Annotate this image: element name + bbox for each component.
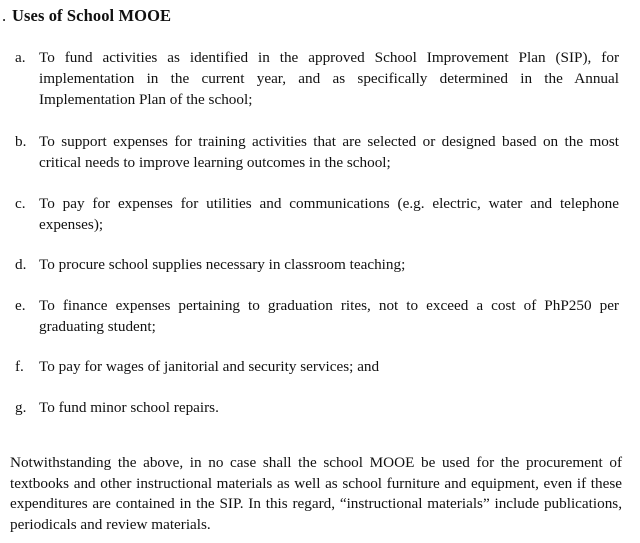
list-item-text: To pay for expenses for utilities and communications (e.g. electric, water and telephone expenses); xyxy=(39,195,619,233)
heading-bullet: . xyxy=(2,6,7,25)
heading-title: Uses of School MOOE xyxy=(12,6,172,25)
list-item-text: To pay for wages of janitorial and security services; and xyxy=(39,358,380,375)
list-item-text: To finance expenses pertaining to graduation rites, not to exceed a cost of PhP250 per graduating student; xyxy=(39,297,619,335)
list-item-letter: d. xyxy=(15,256,27,273)
list-item-letter: f. xyxy=(15,358,24,375)
list-item-letter: b. xyxy=(15,133,27,150)
list-item-text: To support expenses for training activities that are selected or designed based on the most critical needs to improve learning outcomes in the school; xyxy=(39,133,619,171)
list-item-text: To procure school supplies necessary in classroom teaching; xyxy=(39,256,406,273)
list-item-letter: g. xyxy=(15,399,27,416)
list-item-letter: e. xyxy=(15,297,26,314)
closing-paragraph: Notwithstanding the above, in no case shall the school MOOE be used for the procurement of textbooks and other instructional materials as well as school furniture and equipment, even if these expenditures are contained in the SIP. In this regard, “instructional materials” include publications, periodicals and review materials. xyxy=(10,454,622,533)
list-item-text: To fund activities as identified in the approved School Improvement Plan (SIP), for implementation in the current year, and as specifically determined in the Annual Implementation Plan of the school; xyxy=(39,49,619,108)
list-item-letter: c. xyxy=(15,195,26,212)
section-heading xyxy=(2,6,172,26)
list-item-letter: a. xyxy=(15,49,26,66)
list-item-text: To fund minor school repairs. xyxy=(39,399,219,416)
